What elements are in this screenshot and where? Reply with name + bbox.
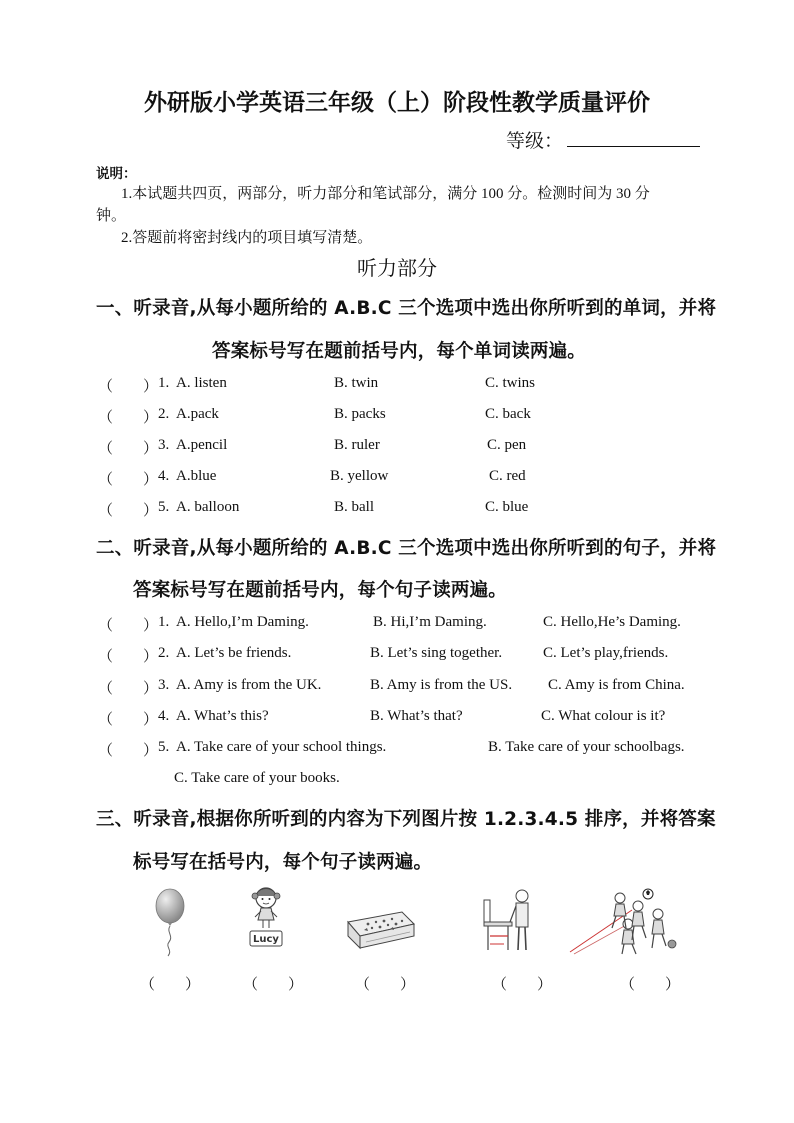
picture-3-answer-bracket[interactable]: （ ） xyxy=(355,977,416,993)
option-b: B. ruler xyxy=(334,437,380,453)
question-number: 4. xyxy=(158,708,170,724)
boy-at-desk-icon xyxy=(478,886,542,954)
notes-heading: 说明： xyxy=(96,166,137,182)
picture-1-answer-bracket[interactable]: （ ） xyxy=(140,977,201,993)
option-a: A. Hello,I’m Daming. xyxy=(176,614,309,630)
answer-bracket[interactable]: （ ） xyxy=(98,379,159,395)
pencil-box-icon xyxy=(344,906,418,950)
option-a: A. What’s this? xyxy=(176,708,269,724)
option-a: A. Amy is from the UK. xyxy=(176,677,322,693)
notes-line-1-cont: 钟。 xyxy=(96,208,127,224)
option-c: C. blue xyxy=(485,499,529,515)
option-a: A. Take care of your school things. xyxy=(176,739,387,755)
grade-answer-line[interactable] xyxy=(567,146,700,147)
question-number: 5. xyxy=(158,739,170,755)
option-a: A. listen xyxy=(176,375,227,391)
option-c: C. Take care of your books. xyxy=(174,770,340,786)
option-a: A.pencil xyxy=(176,437,228,453)
answer-bracket[interactable]: （ ） xyxy=(98,410,159,426)
option-c: C. pen xyxy=(487,437,527,453)
question-number: 1. xyxy=(158,375,170,391)
option-b: B. Hi,I’m Daming. xyxy=(373,614,487,630)
option-b: B. Let’s sing together. xyxy=(370,645,503,661)
answer-bracket[interactable]: （ ） xyxy=(98,743,159,759)
section-1-heading-cont: 答案标号写在题前括号内，每个单词读两遍。 xyxy=(212,341,587,362)
answer-bracket[interactable]: （ ） xyxy=(98,618,159,634)
answer-bracket[interactable]: （ ） xyxy=(98,441,159,457)
question-number: 3. xyxy=(158,677,170,693)
answer-bracket[interactable]: （ ） xyxy=(98,712,159,728)
option-a: A. Let’s be friends. xyxy=(176,645,292,661)
option-c: C. Let’s play,friends. xyxy=(543,645,669,661)
option-b: B. Take care of your schoolbags. xyxy=(488,739,685,755)
option-a: A.blue xyxy=(176,468,217,484)
question-number: 5. xyxy=(158,499,170,515)
listening-part-title: 听力部分 xyxy=(357,256,437,280)
page-title: 外研版小学英语三年级（上）阶段性教学质量评价 xyxy=(144,90,650,115)
grade-label: 等级： xyxy=(506,130,564,152)
option-a: A.pack xyxy=(176,406,219,422)
question-number: 2. xyxy=(158,645,170,661)
answer-bracket[interactable]: （ ） xyxy=(98,649,159,665)
option-c: C. red xyxy=(489,468,526,484)
question-number: 1. xyxy=(158,614,170,630)
option-b: B. yellow xyxy=(330,468,389,484)
option-a: A. balloon xyxy=(176,499,240,515)
option-b: B. ball xyxy=(334,499,374,515)
option-b: B. What’s that? xyxy=(370,708,463,724)
section-2-heading-cont: 答案标号写在题前括号内，每个句子读两遍。 xyxy=(133,580,508,601)
answer-bracket[interactable]: （ ） xyxy=(98,681,159,697)
option-c: C. back xyxy=(485,406,531,422)
picture-2-answer-bracket[interactable]: （ ） xyxy=(243,977,304,993)
option-c: C. twins xyxy=(485,375,536,391)
option-b: B. packs xyxy=(334,406,386,422)
notes-line-2: 2.答题前将密封线内的项目填写清楚。 xyxy=(121,230,373,246)
notes-line-1: 1.本试题共四页，两部分，听力部分和笔试部分，满分 100 分。检测时间为 30 分 xyxy=(121,186,650,202)
question-number: 2. xyxy=(158,406,170,422)
lucy-name-tag: Lucy xyxy=(253,934,279,945)
option-c: C. What colour is it? xyxy=(541,708,666,724)
picture-4-answer-bracket[interactable]: （ ） xyxy=(492,977,553,993)
section-3-heading-cont: 标号写在括号内，每个句子读两遍。 xyxy=(133,852,433,873)
option-b: B. twin xyxy=(334,375,379,391)
children-playing-ball-icon xyxy=(568,884,680,956)
option-c: C. Hello,He’s Daming. xyxy=(543,614,681,630)
question-number: 3. xyxy=(158,437,170,453)
option-b: B. Amy is from the US. xyxy=(370,677,513,693)
section-3-heading: 三、听录音,根据你所听到的内容为下列图片按 1.2.3.4.5 排序，并将答案 xyxy=(96,809,716,830)
section-1-heading: 一、听录音,从每小题所给的 A.B.C 三个选项中选出你所听到的单词，并将 xyxy=(96,298,717,319)
option-c: C. Amy is from China. xyxy=(548,677,685,693)
balloon-icon xyxy=(150,886,190,958)
answer-bracket[interactable]: （ ） xyxy=(98,472,159,488)
question-number: 4. xyxy=(158,468,170,484)
picture-5-answer-bracket[interactable]: （ ） xyxy=(620,977,681,993)
section-2-heading: 二、听录音,从每小题所给的 A.B.C 三个选项中选出你所听到的句子，并将 xyxy=(96,538,717,559)
answer-bracket[interactable]: （ ） xyxy=(98,503,159,519)
